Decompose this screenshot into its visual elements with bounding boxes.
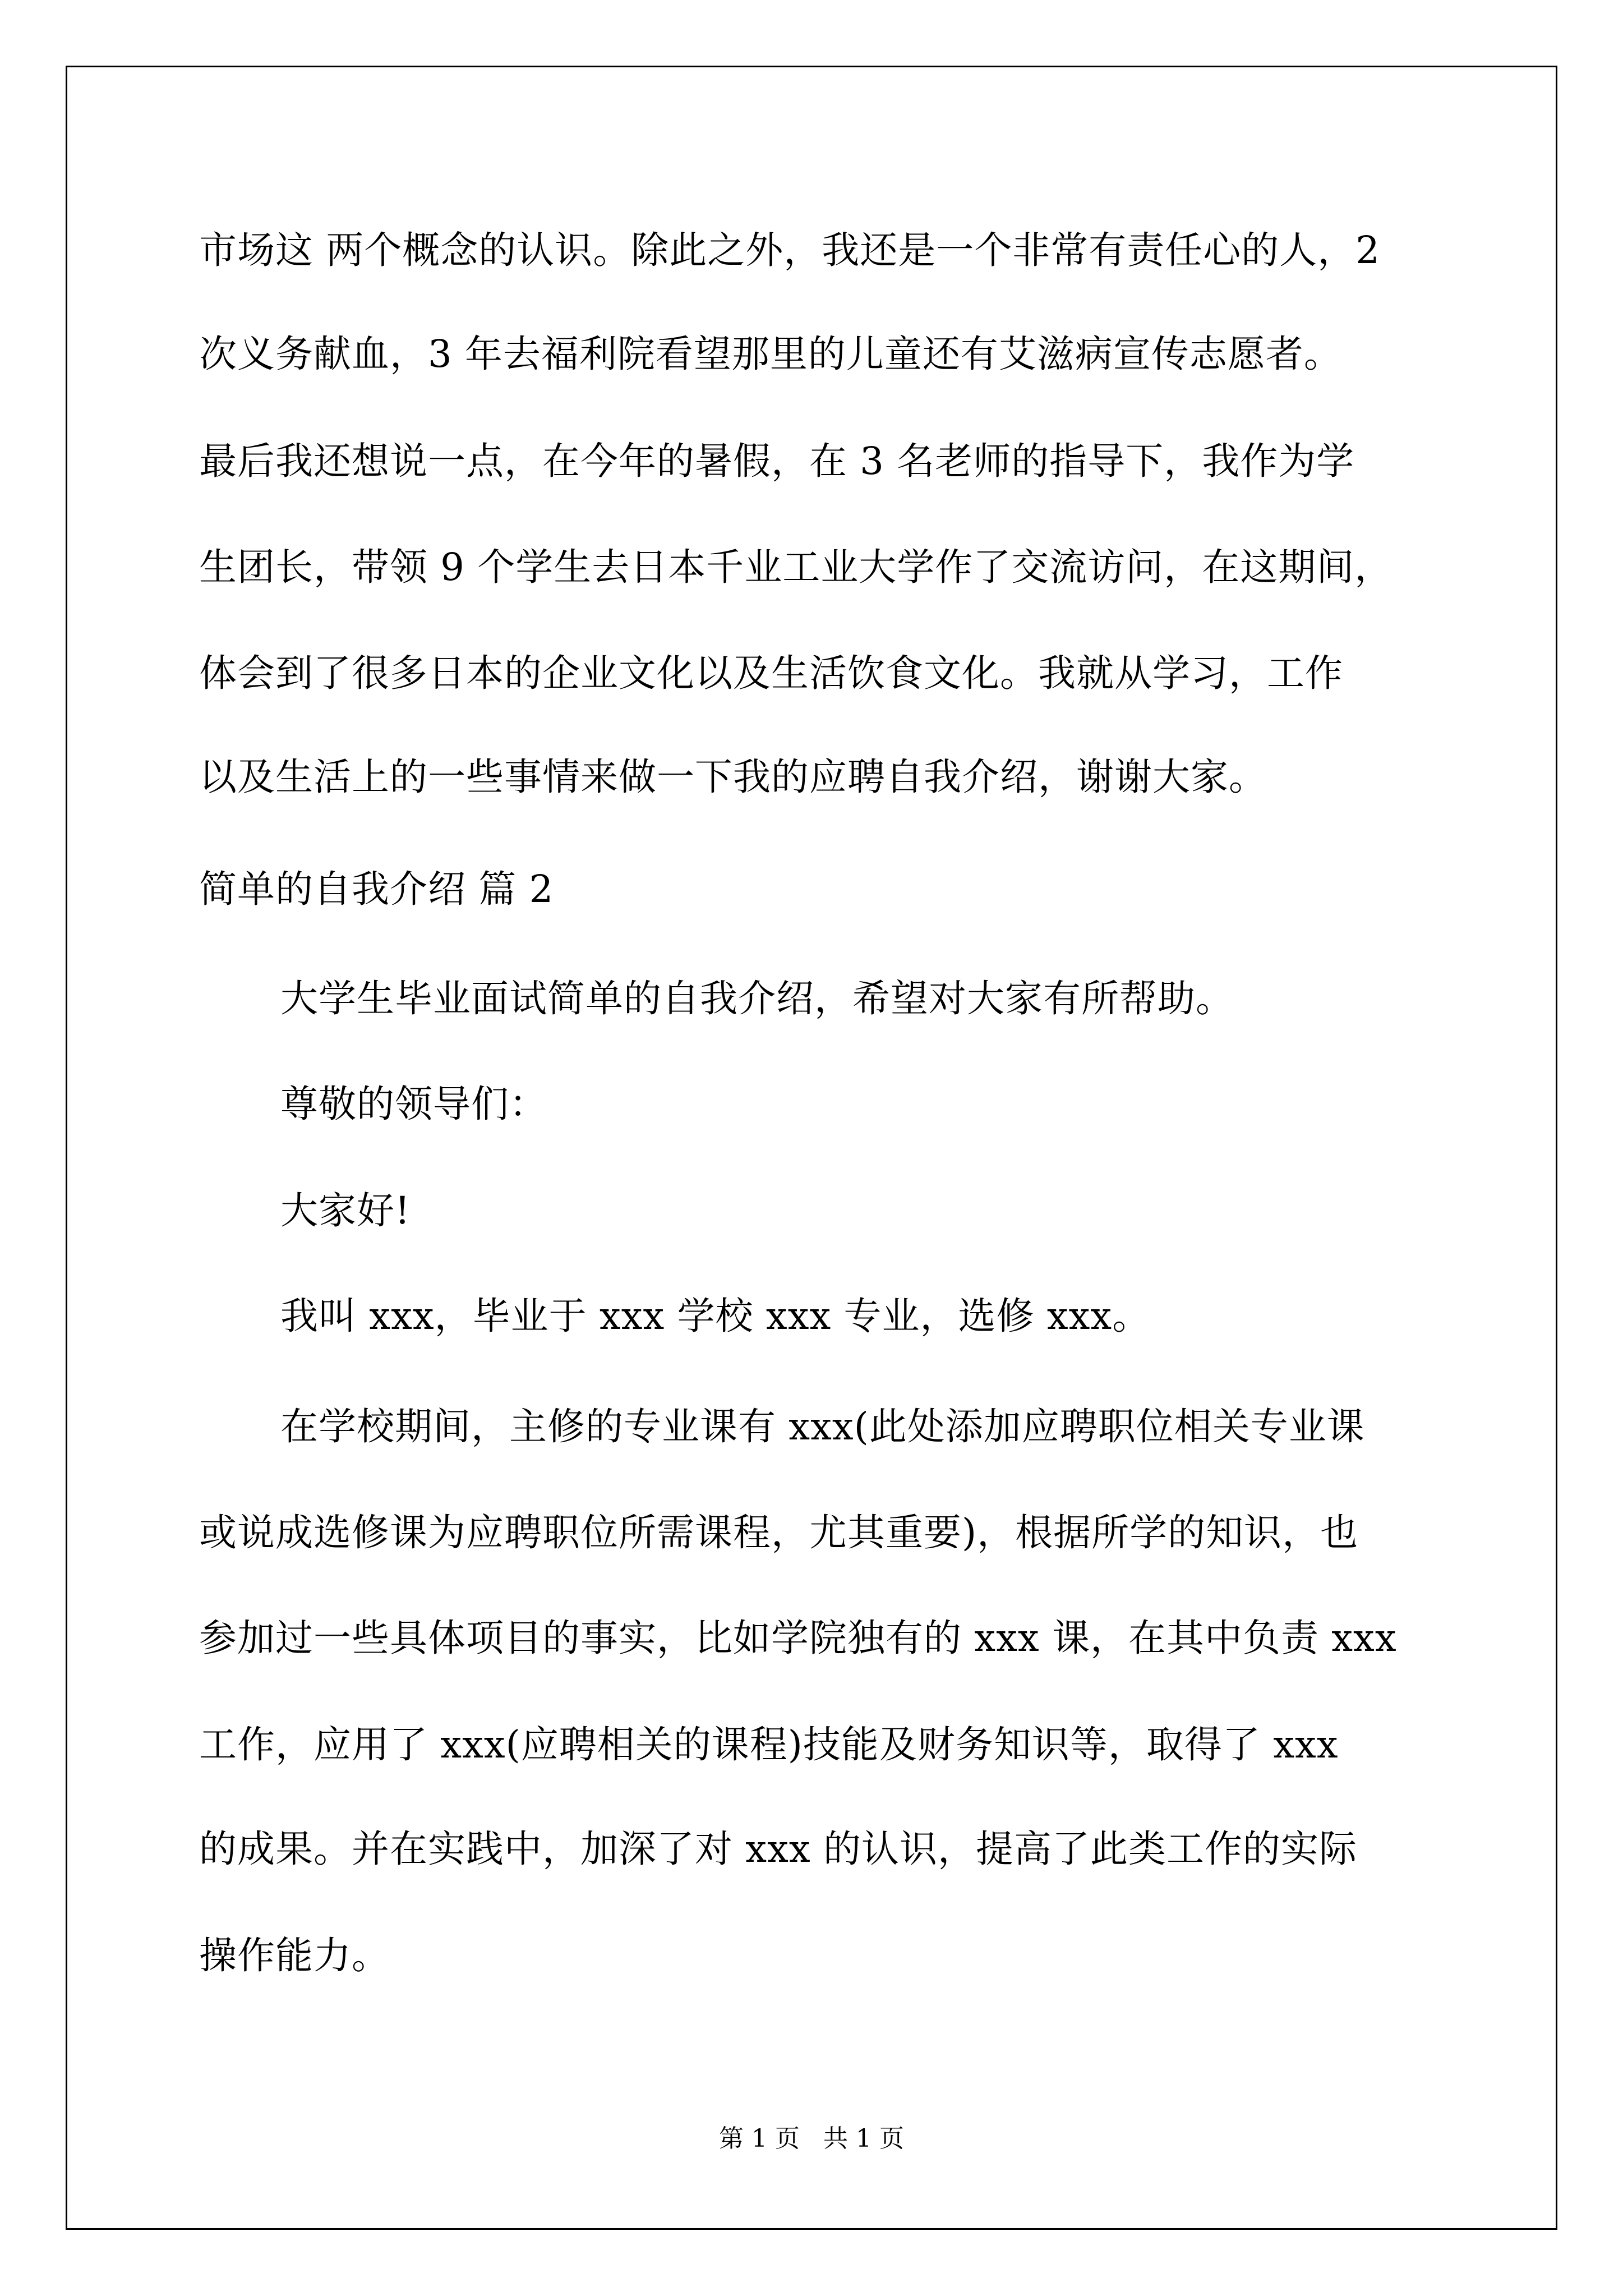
body-line-1: 在学校期间，主修的专业课有 xxx(此处添加应聘职位相关专业课: [280, 1405, 1365, 1448]
body-line-5: 的成果。并在实践中，加深了对 xxx 的认识，提高了此类工作的实际: [199, 1827, 1357, 1871]
text-line-6: 以及生活上的一些事情来做一下我的应聘自我介绍，谢谢大家。: [199, 755, 1267, 799]
text-line-2: 次义务献血，3 年去福利院看望那里的儿童还有艾滋病宣传志愿者。: [199, 332, 1342, 376]
page-border: [66, 66, 1557, 2230]
section-heading: 简单的自我介绍 篇 2: [199, 867, 554, 911]
body-line-4: 工作，应用了 xxx(应聘相关的课程)技能及财务知识等，取得了 xxx: [199, 1723, 1339, 1766]
text-line-3: 最后我还想说一点，在今年的暑假，在 3 名老师的指导下，我作为学: [199, 439, 1355, 483]
salutation: 尊敬的领导们：: [280, 1082, 547, 1126]
text-line-1: 市场这 两个概念的认识。除此之外，我还是一个非常有责任心的人，2: [199, 228, 1380, 272]
self-intro: 我叫 xxx，毕业于 xxx 学校 xxx 专业，选修 xxx。: [280, 1294, 1151, 1338]
body-line-2: 或说成选修课为应聘职位所需课程，尤其重要)，根据所学的知识，也: [199, 1511, 1359, 1554]
body-line-3: 参加过一些具体项目的事实，比如学院独有的 xxx 课，在其中负责 xxx: [199, 1616, 1397, 1660]
body-line-6: 操作能力。: [199, 1934, 390, 1977]
page-footer: 第 1 页 共 1 页: [719, 2124, 904, 2153]
paragraph-intro: 大学生毕业面试简单的自我介绍，希望对大家有所帮助。: [280, 977, 1234, 1020]
text-line-4: 生团长，带领 9 个学生去日本千业工业大学作了交流访问，在这期间，: [199, 545, 1393, 589]
greeting: 大家好!: [280, 1189, 411, 1232]
text-line-5: 体会到了很多日本的企业文化以及生活饮食文化。我就从学习，工作: [199, 651, 1343, 695]
